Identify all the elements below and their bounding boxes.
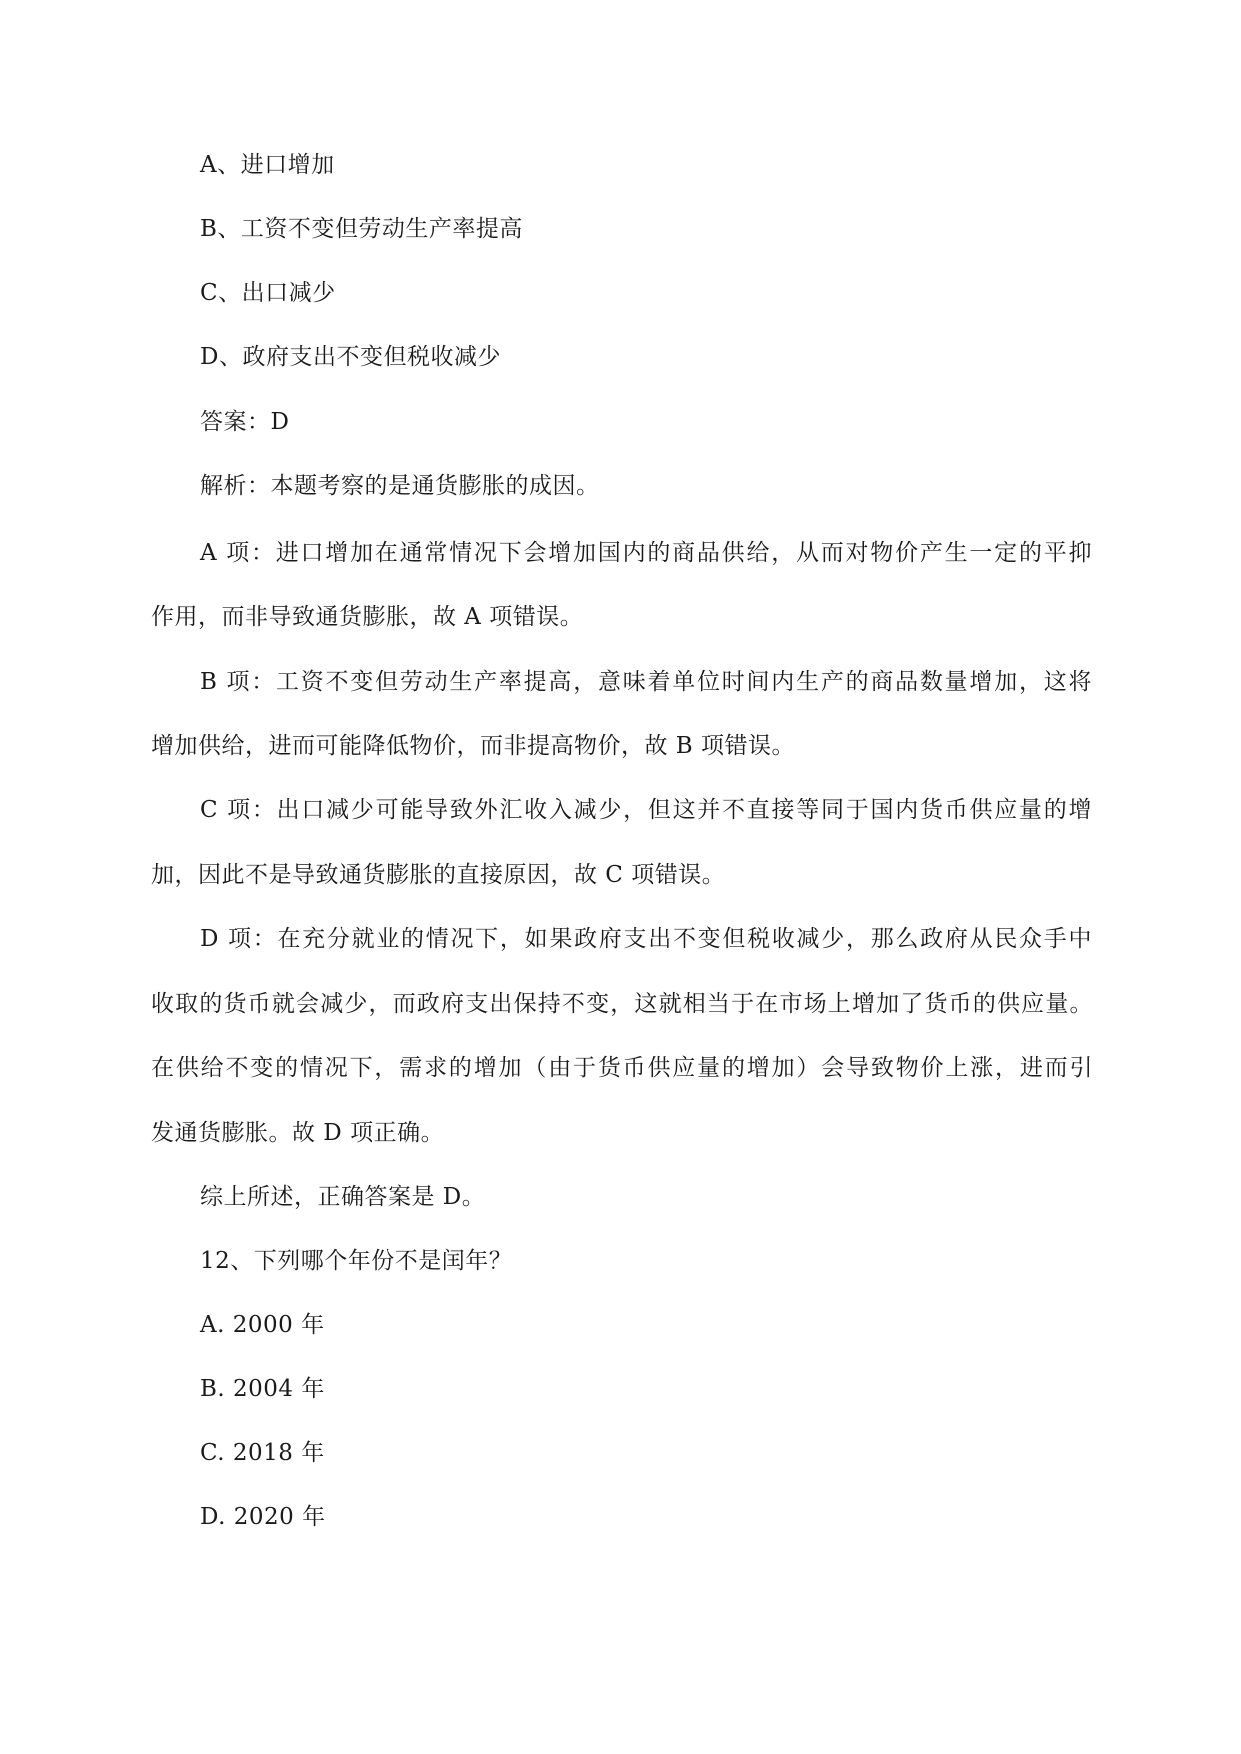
q11-option-a: A、进口增加 bbox=[200, 152, 335, 178]
q12-option-b: B. 2004 年 bbox=[200, 1376, 325, 1402]
analysis-c-line2: 加，因此不是导致通货膨胀的直接原因，故 C 项错误。 bbox=[151, 862, 726, 888]
q11-conclusion: 综上所述，正确答案是 D。 bbox=[200, 1184, 486, 1210]
analysis-b-line2: 增加供给，进而可能降低物价，而非提高物价，故 B 项错误。 bbox=[151, 733, 796, 759]
analysis-c-line1: C 项：出口减少可能导致外汇收入减少，但这并不直接等同于国内货币供应量的增 bbox=[200, 797, 1092, 823]
analysis-d-line2: 收取的货币就会减少，而政府支出保持不变，这就相当于在市场上增加了货币的供应量。 bbox=[151, 991, 1093, 1017]
analysis-d-line1: D 项：在充分就业的情况下，如果政府支出不变但税收减少，那么政府从民众手中 bbox=[200, 926, 1092, 952]
q12-option-d: D. 2020 年 bbox=[200, 1504, 326, 1530]
q12-option-c: C. 2018 年 bbox=[200, 1440, 325, 1466]
q12-option-a: A. 2000 年 bbox=[200, 1312, 325, 1338]
q12-question: 12、下列哪个年份不是闰年？ bbox=[200, 1248, 513, 1274]
q11-answer: 答案：D bbox=[200, 409, 290, 435]
analysis-d-line3: 在供给不变的情况下，需求的增加（由于货币供应量的增加）会导致物价上涨，进而引 bbox=[151, 1055, 1093, 1081]
analysis-b-line1: B 项：工资不变但劳动生产率提高，意味着单位时间内生产的商品数量增加，这将 bbox=[200, 669, 1092, 695]
q11-option-d: D、政府支出不变但税收减少 bbox=[200, 344, 501, 370]
analysis-d-line4: 发通货膨胀。故 D 项正确。 bbox=[151, 1120, 445, 1146]
q11-option-c: C、出口减少 bbox=[200, 280, 336, 306]
analysis-a-line2: 作用，而非导致通货膨胀，故 A 项错误。 bbox=[151, 604, 584, 630]
q11-option-b: B、工资不变但劳动生产率提高 bbox=[200, 216, 523, 242]
analysis-a-line1: A 项：进口增加在通常情况下会增加国内的商品供给，从而对物价产生一定的平抑 bbox=[200, 540, 1092, 566]
q11-analysis-intro: 解析：本题考察的是通货膨胀的成因。 bbox=[200, 473, 600, 499]
